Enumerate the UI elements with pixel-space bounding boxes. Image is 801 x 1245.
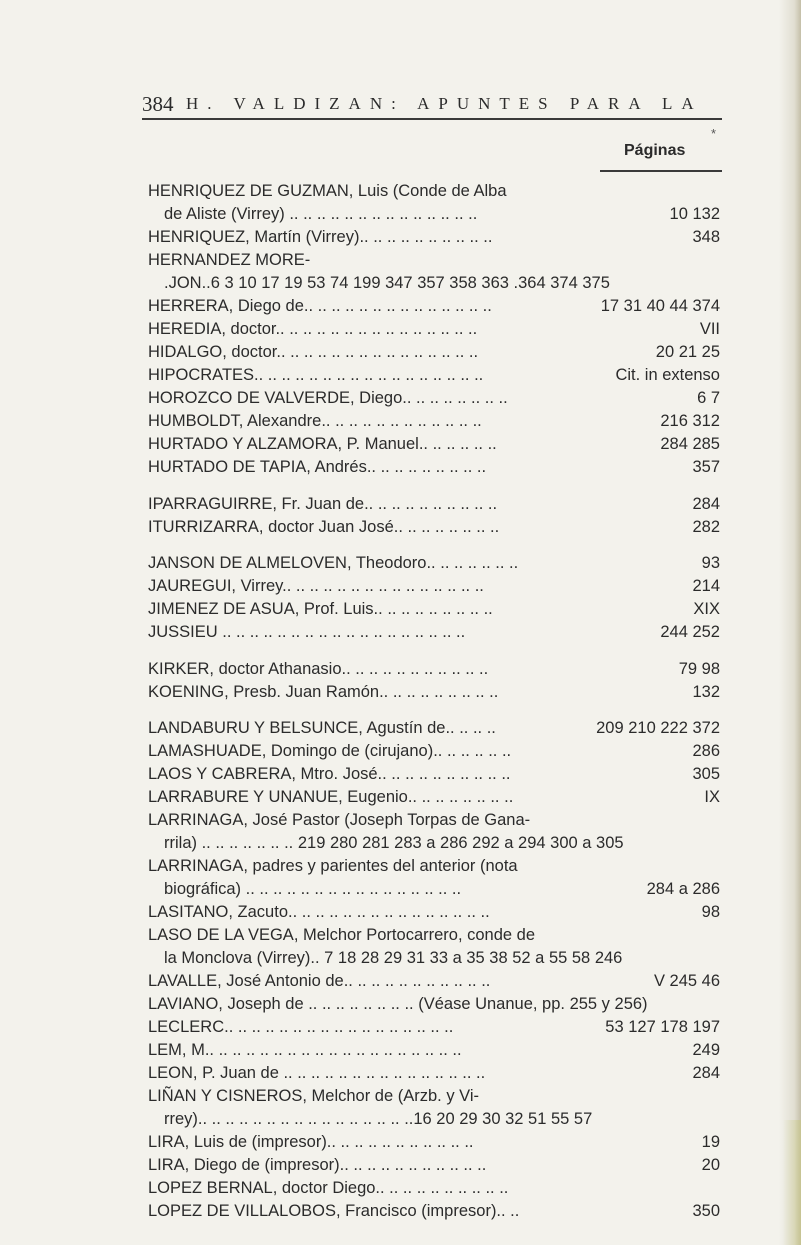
index-entry <box>148 970 720 993</box>
entry-pages: 17 31 40 44 374 <box>597 295 720 318</box>
index-entry <box>148 1200 720 1223</box>
entry-text: LAVIANO, Joseph de .. .. .. .. .. .. .. .. (Véase Unanue, pp. 255 y 256) <box>148 995 648 1013</box>
index-entries <box>148 180 728 1223</box>
entry-text: LAOS Y CABRERA, Mtro. José.. .. .. .. .. .. .. .. .. .. <box>148 765 511 783</box>
entry-text: HIPOCRATES.. .. .. .. .. .. .. .. .. .. .. .. .. .. .. .. .. <box>148 366 484 384</box>
index-entry <box>148 552 720 575</box>
index-entry <box>148 681 720 704</box>
header-rule <box>142 118 722 120</box>
section-gap <box>148 479 720 493</box>
index-entry <box>148 786 720 809</box>
entry-pages: XIX <box>689 598 720 621</box>
index-entry <box>148 249 720 272</box>
page-edge-shadow <box>779 0 801 1245</box>
entry-text: LASITANO, Zacuto.. .. .. .. .. .. .. .. .. .. .. .. .. .. .. <box>148 903 490 921</box>
entry-pages: 132 <box>688 681 720 704</box>
pages-column-rule <box>600 170 722 172</box>
index-entry <box>148 341 720 364</box>
section-gap <box>148 539 720 553</box>
running-title: H. VALDIZAN: APUNTES PARA LA <box>186 94 703 113</box>
entry-text: HENRIQUEZ, Martín (Virrey).. .. .. .. .. .. .. .. .. .. <box>148 228 493 246</box>
entry-pages: 79 98 <box>675 658 720 681</box>
entry-text: LIRA, Diego de (impresor).. .. .. .. .. .. .. .. .. .. .. <box>148 1156 487 1174</box>
entry-text: LARRINAGA, José Pastor (Joseph Torpas de Gana- <box>148 811 531 829</box>
entry-text: HERRERA, Diego de.. .. .. .. .. .. .. .. .. .. .. .. .. .. <box>148 297 492 315</box>
entry-text: JAUREGUI, Virrey.. .. .. .. .. .. .. .. .. .. .. .. .. .. .. <box>148 577 484 595</box>
index-entry <box>148 658 720 681</box>
index-entry <box>148 832 720 855</box>
index-entry <box>148 180 720 203</box>
index-entry <box>148 516 720 539</box>
entry-pages: 284 285 <box>656 433 720 456</box>
index-entry <box>148 493 720 516</box>
entry-pages: IX <box>700 786 720 809</box>
ink-speck: * <box>711 126 717 141</box>
entry-text: LOPEZ DE VILLALOBOS, Francisco (impresor).. .. <box>148 1202 520 1220</box>
entry-pages: 282 <box>688 516 720 539</box>
page-header <box>142 88 722 116</box>
entry-pages: 284 a 286 <box>643 878 720 901</box>
entry-text: la Monclova (Virrey).. 7 18 28 29 31 33 a 35 38 52 a 55 58 246 <box>164 949 623 967</box>
entry-text: LIÑAN Y CISNEROS, Melchor de (Arzb. y Vi- <box>148 1087 480 1105</box>
entry-text: HEREDIA, doctor.. .. .. .. .. .. .. .. .. .. .. .. .. .. .. <box>148 320 478 338</box>
entry-text: LEM, M.. .. .. .. .. .. .. .. .. .. .. .. .. .. .. .. .. .. .. <box>148 1041 462 1059</box>
entry-pages: 209 210 222 372 <box>592 717 720 740</box>
entry-pages: 6 7 <box>693 387 720 410</box>
index-entry <box>148 433 720 456</box>
index-entry <box>148 740 720 763</box>
entry-pages: 216 312 <box>656 410 720 433</box>
entry-pages: 53 127 178 197 <box>601 1016 720 1039</box>
page-edge-stain <box>783 1120 801 1245</box>
index-entry <box>148 717 720 740</box>
section-gap <box>148 644 720 658</box>
index-entry <box>148 295 720 318</box>
entry-pages: 305 <box>688 763 720 786</box>
entry-pages: 348 <box>688 226 720 249</box>
index-entry <box>148 621 720 644</box>
index-entry <box>148 318 720 341</box>
pages-column-label: Páginas <box>624 142 686 159</box>
index-entry <box>148 855 720 878</box>
entry-text: LASO DE LA VEGA, Melchor Portocarrero, conde de <box>148 926 536 944</box>
entry-text: JIMENEZ DE ASUA, Prof. Luis.. .. .. .. .. .. .. .. .. <box>148 600 493 618</box>
index-entry <box>148 598 720 621</box>
index-entry <box>148 924 720 947</box>
entry-text: biográfica) .. .. .. .. .. .. .. .. .. .. .. .. .. .. .. .. <box>164 880 462 898</box>
entry-text: KIRKER, doctor Athanasio.. .. .. .. .. .. .. .. .. .. .. <box>148 659 489 678</box>
entry-pages: 244 252 <box>656 621 720 644</box>
entry-pages: 350 <box>688 1200 720 1223</box>
index-entry <box>148 364 720 387</box>
entry-pages: 98 <box>698 901 720 924</box>
index-entry <box>148 575 720 598</box>
index-entry <box>148 387 720 410</box>
entry-text: LECLERC.. .. .. .. .. .. .. .. .. .. .. .. .. .. .. .. .. <box>148 1018 454 1036</box>
entry-text: ITURRIZARRA, doctor Juan José.. .. .. .. .. .. .. .. <box>148 517 500 536</box>
entry-pages: 214 <box>688 575 720 598</box>
entry-text: LARRABURE Y UNANUE, Eugenio.. .. .. .. .. .. .. .. <box>148 788 514 806</box>
entry-text: HURTADO DE TAPIA, Andrés.. .. .. .. .. .. .. .. .. <box>148 458 487 476</box>
entry-text: rrila) .. .. .. .. .. .. .. 219 280 281 283 a 286 292 a 294 300 a 305 <box>164 834 624 852</box>
entry-pages: 249 <box>688 1039 720 1062</box>
index-entry <box>148 901 720 924</box>
entry-pages: 20 21 25 <box>652 341 720 364</box>
index-entry <box>148 1062 720 1085</box>
index-entry <box>148 947 720 970</box>
entry-text: LOPEZ BERNAL, doctor Diego.. .. .. .. .. .. .. .. .. .. <box>148 1179 509 1197</box>
index-entry <box>148 1016 720 1039</box>
entry-pages: Cit. in extenso <box>611 364 720 387</box>
entry-text: LARRINAGA, padres y parientes del anterior (nota <box>148 857 518 875</box>
index-entry <box>148 809 720 832</box>
entry-text: LAVALLE, José Antonio de.. .. .. .. .. .. .. .. .. .. .. <box>148 972 491 990</box>
entry-pages: 93 <box>698 552 720 575</box>
entry-text: HIDALGO, doctor.. .. .. .. .. .. .. .. .. .. .. .. .. .. .. <box>148 343 479 361</box>
index-entry <box>148 1154 720 1177</box>
entry-text: rrey).. .. .. .. .. .. .. .. .. .. .. .. .. .. .. ..16 20 29 30 32 51 55 57 <box>164 1110 593 1128</box>
entry-pages: V 245 46 <box>650 970 720 993</box>
section-gap <box>148 704 720 718</box>
index-entry <box>148 1039 720 1062</box>
entry-text: KOENING, Presb. Juan Ramón.. .. .. .. .. .. .. .. .. <box>148 682 499 701</box>
entry-text: HURTADO Y ALZAMORA, P. Manuel.. .. .. .. .. .. <box>148 435 497 453</box>
entry-pages: 357 <box>688 456 720 479</box>
index-entry <box>148 993 720 1016</box>
entry-pages: 19 <box>698 1131 720 1154</box>
index-entry <box>148 878 720 901</box>
index-entry <box>148 1131 720 1154</box>
index-entry <box>148 226 720 249</box>
entry-text: HUMBOLDT, Alexandre.. .. .. .. .. .. .. .. .. .. .. .. <box>148 412 482 430</box>
page-number: 384 <box>142 92 174 116</box>
entry-pages: VII <box>696 318 720 341</box>
entry-text: LIRA, Luis de (impresor).. .. .. .. .. .. .. .. .. .. .. <box>148 1133 474 1151</box>
entry-text: .JON..6 3 10 17 19 53 74 199 347 357 358 363 .364 374 375 <box>164 274 610 292</box>
entry-text: LANDABURU Y BELSUNCE, Agustín de.. .. .. .. <box>148 719 496 737</box>
index-entry <box>148 1085 720 1108</box>
entry-pages: 286 <box>688 740 720 763</box>
entry-pages: 10 132 <box>666 203 720 226</box>
entry-pages: 20 <box>698 1154 720 1177</box>
index-entry <box>148 1177 720 1200</box>
index-entry <box>148 456 720 479</box>
index-entry <box>148 1108 720 1131</box>
index-entry <box>148 410 720 433</box>
index-entry <box>148 272 720 295</box>
entry-text: HENRIQUEZ DE GUZMAN, Luis (Conde de Alba <box>148 182 507 200</box>
index-entry <box>148 763 720 786</box>
entry-text: LAMASHUADE, Domingo de (cirujano).. .. .. .. .. .. <box>148 742 512 760</box>
entry-text: JUSSIEU .. .. .. .. .. .. .. .. .. .. .. .. .. .. .. .. .. .. <box>148 623 466 641</box>
entry-text: de Aliste (Virrey) .. .. .. .. .. .. .. .. .. .. .. .. .. .. <box>164 205 478 223</box>
entry-text: IPARRAGUIRRE, Fr. Juan de.. .. .. .. .. .. .. .. .. .. <box>148 494 498 513</box>
entry-text: LEON, P. Juan de .. .. .. .. .. .. .. .. .. .. .. .. .. .. .. <box>148 1064 486 1082</box>
index-entry <box>148 203 720 226</box>
entry-pages: 284 <box>688 493 720 516</box>
entry-text: JANSON DE ALMELOVEN, Theodoro.. .. .. .. .. .. .. <box>148 554 519 572</box>
entry-pages: 284 <box>688 1062 720 1085</box>
entry-text: HOROZCO DE VALVERDE, Diego.. .. .. .. .. .. .. .. <box>148 389 508 407</box>
entry-text: HERNANDEZ MORE- <box>148 251 311 269</box>
